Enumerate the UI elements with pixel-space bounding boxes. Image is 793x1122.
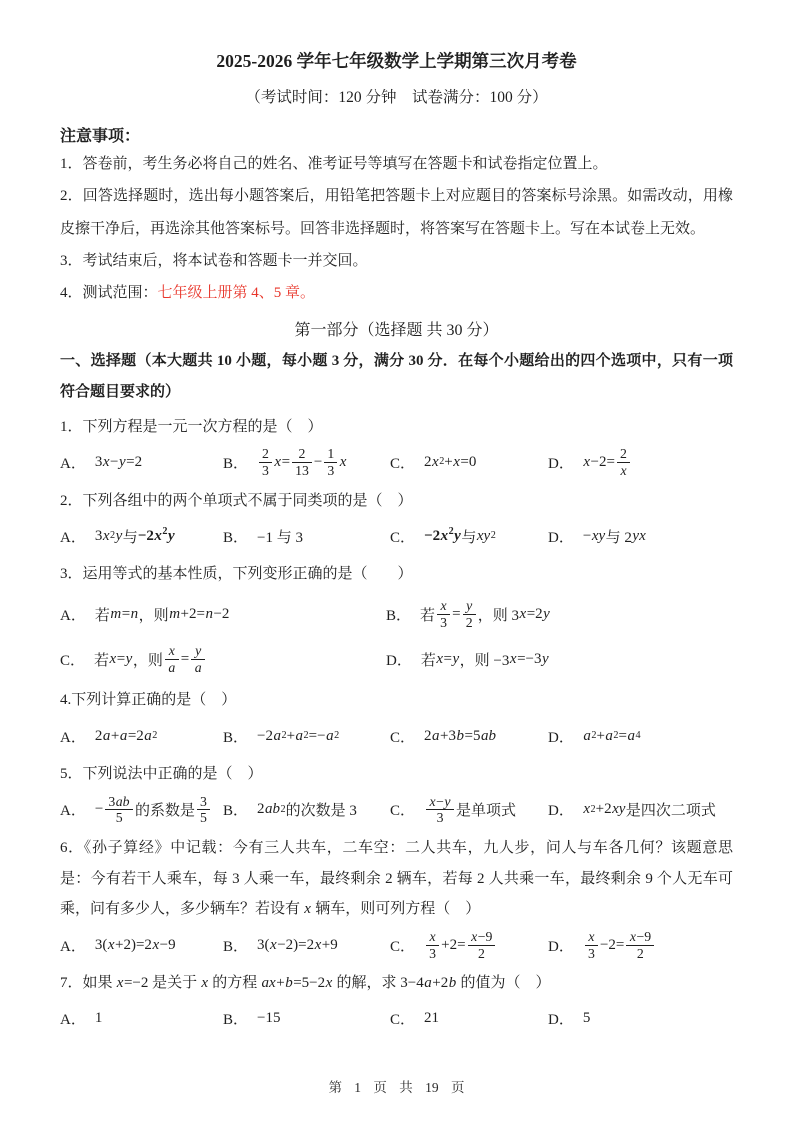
option-content: −1 与 3: [257, 529, 303, 546]
page-footer: [0, 1076, 793, 1096]
option-content: 5: [582, 1010, 591, 1027]
option: [386, 598, 733, 631]
option-label: D．: [548, 729, 574, 746]
option: [223, 726, 390, 747]
options-row: [60, 519, 733, 553]
option-content: 若 x = y ，则 −3 x =−3 y: [420, 650, 549, 669]
notice-text: 1．答卷前，考生务必将自己的姓名、准考证号等填写在答题卡和试卷指定位置上。: [60, 156, 608, 172]
option-content: $\frac{x}{3}$ −2= $\frac{x-9}{2}$: [583, 929, 656, 962]
question: [60, 833, 733, 962]
option-label: B．: [223, 729, 249, 746]
option-content: 若 $\frac{x}{3}$ = $\frac{y}{2}$ ，则 3 x =2 y: [420, 598, 550, 630]
options-row: [60, 1002, 733, 1036]
question-stem: 3．运用等式的基本性质，下列变形正确的是（ ）: [60, 566, 413, 583]
question-stem: 7．如果 x=−2 是关于 x 的方程 ax+b=5−2x 的解，求 3−4a+2b 的值为（ ）: [60, 975, 551, 992]
option: [390, 1008, 548, 1029]
option-label: C．: [60, 652, 86, 669]
option-content: $\frac{x-y}{3}$ 是单项式: [424, 794, 516, 827]
option-content: $\frac{2}{3}$ x = $\frac{2}{13}$ − $\frac{1}{3}$ x: [257, 446, 347, 479]
question: [60, 412, 733, 480]
option-label: B．: [223, 938, 249, 955]
option: [548, 526, 733, 547]
option-label: B．: [386, 607, 412, 624]
option: [60, 1008, 223, 1029]
notice-heading: 注意事项：: [60, 128, 141, 145]
option-content: 若 x = y ，则 $\frac{x}{a}$ = $\frac{y}{a}$: [94, 643, 207, 676]
option: [390, 452, 548, 473]
question-stem: 5．下列说法中正确的是（ ）: [60, 766, 263, 783]
option: [223, 526, 390, 547]
option: [60, 726, 223, 747]
option-label: A．: [60, 729, 86, 746]
option-label: D．: [548, 938, 574, 955]
notice-item: [60, 245, 733, 277]
option: [548, 1008, 733, 1029]
question-stem: 6．《孙子算经》中记载：今有三人共车，二车空：二人共车，九人步，问人与车各几何？该题意思是：今有若干人乘车，每 3 人乘一车，最终剩余 2 辆车，若每 2 人共乘一车，最终剩余 9 个人无车可乘，问有多少人，多少辆车？若设有 x 辆车，则可列方程（ ）: [60, 839, 733, 918]
option-label: B．: [223, 803, 249, 820]
option: [548, 799, 733, 820]
option-label: B．: [223, 456, 249, 472]
options-row: [60, 719, 733, 753]
notice-section: [60, 123, 733, 309]
option-content: 21: [424, 1010, 440, 1027]
option-content: $\frac{x}{3}$ +2= $\frac{x-9}{2}$: [424, 929, 497, 962]
option-content: a 2 + a 2 = a 4: [583, 727, 641, 744]
section-intro: 一、选择题（本大题共 10 小题，每小题 3 分，满分 30 分．在每个小题给出的四个选项中，只有一项符合题目要求的）: [60, 353, 733, 400]
option-label: A．: [60, 529, 86, 546]
option: [390, 794, 548, 827]
notice-item: [60, 148, 733, 180]
notice-item: [60, 180, 733, 245]
notice-item: [60, 277, 733, 309]
option-label: D．: [548, 456, 574, 472]
options-row: [60, 793, 733, 827]
option-label: C．: [390, 729, 416, 746]
option: [60, 794, 223, 827]
question: [60, 759, 733, 827]
option: [60, 526, 223, 547]
question: [60, 685, 733, 753]
option-label: D．: [548, 803, 574, 820]
option: [223, 446, 390, 479]
option-label: C．: [390, 803, 416, 820]
exam-scope-highlight: 七年级上册第 4、5 章。: [157, 285, 316, 301]
option-label: A．: [60, 456, 86, 472]
option: [60, 643, 386, 676]
question-stem: 2．下列各组中的两个单项式不属于同类项的是（ ）: [60, 492, 413, 509]
option-label: C．: [390, 1012, 416, 1029]
option-content: 3 x 2 y 与 $-2x^2y$: [94, 526, 175, 546]
option: [386, 649, 733, 670]
option-label: C．: [390, 456, 416, 472]
option: [223, 1008, 390, 1029]
option: [60, 452, 223, 473]
option: [548, 726, 733, 747]
notice-text: 3．考试结束后，将本试卷和答题卡一并交回。: [60, 252, 368, 269]
option-label: D．: [548, 1012, 574, 1029]
option: [548, 446, 733, 479]
option-content: 3 x − y =2: [94, 454, 143, 470]
option-content: − $\frac{3ab}{5}$ 的系数是 $\frac{3}{5}$: [95, 794, 212, 827]
option-content: −15: [257, 1010, 281, 1027]
page-title: 2025-2026 学年七年级数学上学期第三次月考卷: [216, 51, 577, 71]
option-content: 2 ab 2 的次数是 3: [257, 801, 357, 820]
option-label: D．: [386, 652, 412, 669]
option: [60, 935, 223, 956]
option-content: 2 a + a =2 a 2: [94, 727, 158, 744]
page-number: 第 1 页 共 19 页: [328, 1080, 465, 1095]
notice-list: [60, 148, 733, 309]
option-label: B．: [223, 529, 249, 546]
option-label: A．: [60, 803, 86, 820]
question: [60, 486, 733, 554]
option: [390, 526, 548, 547]
option-content: 若 m = n ，则 m +2= n −2: [94, 605, 230, 624]
option-content: 2 x 2 + x =0: [424, 454, 477, 470]
question: [60, 968, 733, 1036]
question: [60, 559, 733, 675]
option-label: B．: [223, 1012, 249, 1029]
option-content: $-2x^2y$ 与 xy 2: [424, 526, 496, 546]
options-row: [60, 928, 733, 962]
option-label: D．: [548, 529, 574, 546]
option-content: x 2 +2 xy 是四次二项式: [583, 801, 716, 820]
option-content: −2 a 2 + a 2 =− a 2: [257, 727, 340, 744]
question-stem: 1．下列方程是一元一次方程的是（ ）: [60, 418, 323, 435]
option-label: C．: [390, 529, 416, 546]
exam-meta: （考试时间：120 分钟 试卷满分：100 分）: [245, 89, 548, 106]
option: [548, 929, 733, 962]
option: [223, 799, 390, 820]
option-label: C．: [390, 938, 416, 955]
option-content: 2 a +3 b =5 ab: [424, 727, 496, 744]
question-list: [60, 412, 733, 1036]
option: [223, 935, 390, 956]
option: [60, 604, 386, 625]
option-label: A．: [60, 1012, 86, 1029]
option-content: − xy 与 2 yx: [582, 527, 646, 546]
option-label: A．: [60, 938, 86, 955]
option-content: 3( x +2)=2 x −9: [94, 936, 176, 953]
option: [390, 929, 548, 962]
notice-text: 4．测试范围：: [60, 285, 158, 301]
options-row: [60, 446, 733, 480]
question-stem: 4.下列计算正确的是（ ）: [60, 692, 237, 709]
option-content: 3( x −2)=2 x +9: [257, 936, 338, 953]
option: [390, 726, 548, 747]
options-row: [60, 598, 733, 675]
option-label: A．: [60, 607, 86, 624]
notice-text: 2．回答选择题时，选出每小题答案后，用铅笔把答题卡上对应题目的答案标号涂黑。如需改动，用橡皮擦干净后，再选涂其他答案标号。回答非选择题时，将答案写在答题卡上。写在本试卷上无效。: [60, 188, 733, 237]
part-one-heading: 第一部分（选择题 共 30 分）: [294, 322, 499, 340]
option-content: 1: [94, 1010, 103, 1027]
option-content: x −2= $\frac{2}{x}$: [583, 446, 632, 479]
